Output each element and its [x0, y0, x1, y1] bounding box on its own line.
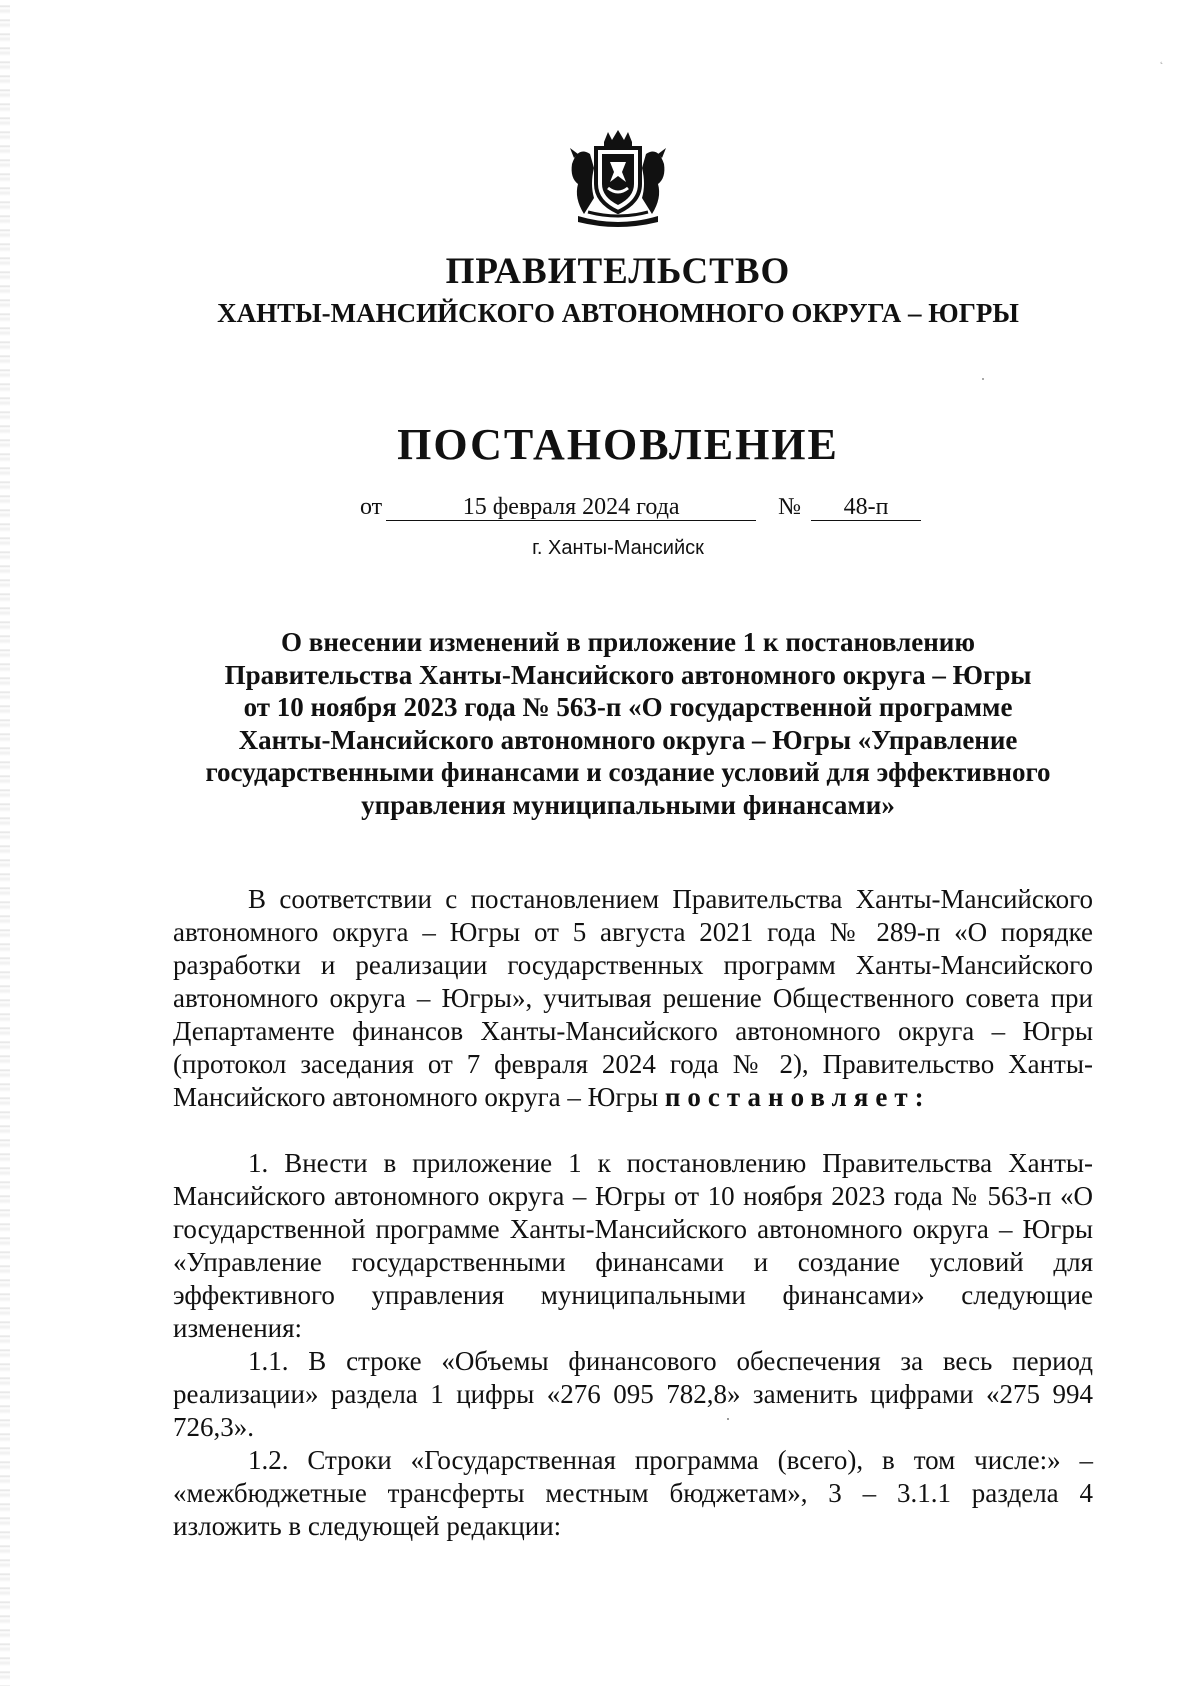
date-number-line [360, 492, 921, 522]
document-date: 15 февраля 2024 года [386, 494, 756, 521]
item-1-paragraph: 1. Внести в приложение 1 к постановлению Правительства Ханты-Мансийского автономного округа – Югры от 10 ноября 2023 года № 563-п «О государственной программе Ханты-Мансийского автономного округа – Югры «Управление государственными финансами и создание условий для эффективного управления муниципальными финансами» следующие изменения: [173, 1148, 1093, 1343]
government-title: ПРАВИТЕЛЬСТВО [445, 251, 791, 292]
decree-word: постановляет [664, 1082, 915, 1112]
item-1-1-paragraph: 1.1. В строке «Объемы финансового обеспечения за весь период реализации» раздела 1 цифры «276 095 782,8» заменить цифрами «275 994 726,3». [173, 1346, 1093, 1442]
preamble-text: В соответствии с постановлением Правительства Ханты-Мансийского автономного округа – Югры от 5 августа 2021 года № 289-п «О порядке разработки и реализации государственных программ Ханты-Мансийского автономного округа – Югры», учитывая решение Общественного совета при Департаменте финансов Ханты-Мансийского автономного округа – Югры (протокол заседания от 7 февраля 2024 года № 2), Правительство Ханты-Мансийского автономного округа – Югры [173, 884, 1093, 1112]
city-location: г. Ханты-Мансийск [532, 537, 704, 559]
scan-speck [982, 378, 984, 380]
heading-line: государственными финансами и создание условий для эффективного [205, 757, 1051, 787]
coat-of-arms-emblem [564, 128, 672, 228]
document-type-title: ПОСТАНОВЛЕНИЕ [397, 420, 839, 469]
decree-colon: : [914, 1082, 924, 1112]
heading-line: Ханты-Мансийского автономного округа – Югры «Управление [238, 724, 1018, 755]
preamble-paragraph [173, 883, 1093, 1114]
document-heading [180, 626, 1076, 821]
number-prefix: № [778, 494, 802, 520]
scan-mark: ˛ [1160, 54, 1164, 65]
heading-line: Правительства Ханты-Мансийского автономного округа – Югры [224, 659, 1032, 690]
government-subtitle: ХАНТЫ-МАНСИЙСКОГО АВТОНОМНОГО ОКРУГА – ЮГРЫ [217, 298, 1019, 328]
heading-line: О внесении изменений в приложение 1 к постановлению [281, 627, 975, 657]
heading-line: от 10 ноября 2023 года № 563-п «О государственной программе [243, 692, 1013, 722]
heading-line: управления муниципальными финансами» [361, 789, 895, 820]
document-body [173, 883, 1093, 1543]
date-prefix: от [360, 494, 383, 520]
item-1-2-paragraph: 1.2. Строки «Государственная программа (всего), в том числе:» – «межбюджетные трансферты местным бюджетам», 3 – 3.1.1 раздела 4 изложить в следующей редакции: [173, 1445, 1093, 1541]
document-number: 48-п [811, 494, 921, 521]
